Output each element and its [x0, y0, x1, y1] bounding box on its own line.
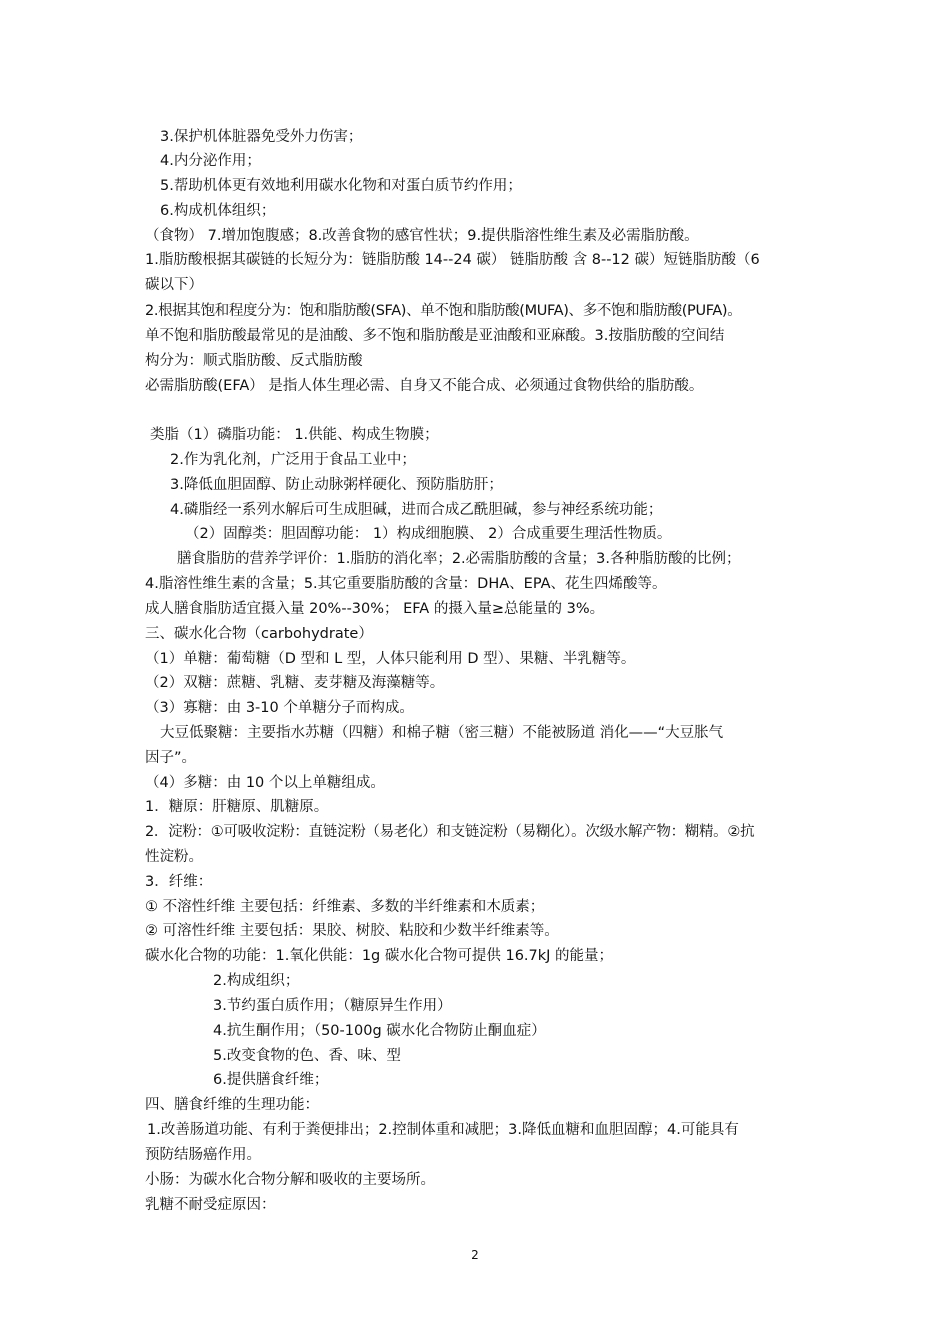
text-line: 大豆低聚糖：主要指水苏糖（四糖）和棉子糖（密三糖）不能被肠道 消化——“大豆胀气 [160, 725, 724, 741]
section-heading: 三、碳水化合物（carbohydrate） [145, 626, 373, 642]
text-line: 5.帮助机体更有效地利用碳水化物和对蛋白质节约作用； [160, 178, 522, 194]
text-line: 性淀粉。 [145, 849, 203, 865]
text-line: 1.脂肪酸根据其碳链的长短分为：链脂肪酸 14--24 碳） 链脂肪酸 含 8--12 碳）短链脂肪酸（6 [145, 252, 760, 268]
text-line: 2．淀粉：①可吸收淀粉：直链淀粉（易老化）和支链淀粉（易糊化）。次级水解产物：糊精。②抗 [145, 824, 755, 840]
text-line: 因子”。 [145, 750, 197, 766]
text-line: 4.脂溶性维生素的含量；5.其它重要脂肪酸的含量：DHA、EPA、花生四烯酸等。 [145, 576, 667, 592]
text-line: 碳以下） [145, 277, 203, 293]
text-line: 构分为：顺式脂肪酸、反式脂肪酸 [145, 353, 363, 369]
text-line: 3.节约蛋白质作用；（糖原异生作用） [213, 998, 452, 1014]
page-number: 2 [471, 1248, 479, 1262]
text-line: 3.降低血胆固醇、防止动脉粥样硬化、预防脂肪肝； [170, 477, 503, 493]
text-line: （4）多糖：由 10 个以上单糖组成。 [145, 775, 385, 791]
text-line: 4.磷脂经一系列水解后可生成胆碱，进而合成乙酰胆碱，参与神经系统功能； [170, 502, 663, 518]
text-line: ① 不溶性纤维 主要包括：纤维素、多数的半纤维素和木质素； [145, 899, 545, 915]
text-line: 1．糖原：肝糖原、肌糖原。 [145, 799, 329, 815]
text-line: 乳糖不耐受症原因： [145, 1197, 276, 1213]
text-line: 类脂（1）磷脂功能： 1.供能、构成生物膜； [150, 427, 439, 443]
text-line: 成人膳食脂肪适宜摄入量 20%--30%； EFA 的摄入量≥总能量的 3%。 [145, 601, 605, 617]
text-line: （2）固醇类：胆固醇功能： 1）构成细胞膜、 2）合成重要生理活性物质。 [185, 526, 672, 542]
text-line: 小肠：为碳水化合物分解和吸收的主要场所。 [145, 1172, 435, 1188]
text-line: 2.作为乳化剂，广泛用于食品工业中； [170, 452, 416, 468]
text-line: （3）寡糖：由 3-10 个单糖分子而构成。 [145, 700, 414, 716]
text-line: （1）单糖：葡萄糖（D 型和 L 型，人体只能利用 D 型）、果糖、半乳糖等。 [145, 651, 636, 667]
text-line: 预防结肠癌作用。 [145, 1147, 261, 1163]
text-line: ② 可溶性纤维 主要包括：果胶、树胶、粘胶和少数半纤维素等。 [145, 923, 559, 939]
text-line: 膳食脂肪的营养学评价：1.脂肪的消化率；2.必需脂肪酸的含量；3.各种脂肪酸的比例； [177, 551, 741, 567]
text-line: 碳水化合物的功能：1.氧化供能：1g 碳水化合物可提供 16.7kJ 的能量； [145, 948, 614, 964]
text-line: 4.内分泌作用； [160, 153, 261, 169]
text-line: 6.提供膳食纤维； [213, 1072, 329, 1088]
text-line: 6.构成机体组织； [160, 203, 276, 219]
text-line: 单不饱和脂肪酸最常见的是油酸、多不饱和脂肪酸是亚油酸和亚麻酸。3.按脂肪酸的空间结 [145, 328, 725, 344]
text-line: 5.改变食物的色、香、味、型 [213, 1048, 401, 1064]
text-line: 2.构成组织； [213, 973, 300, 989]
text-line: 3．纤维： [145, 874, 213, 890]
section-heading: 四、膳食纤维的生理功能： [145, 1097, 319, 1113]
text-line: 4.抗生酮作用；（50-100g 碳水化合物防止酮血症） [213, 1023, 546, 1039]
text-line: 2.根据其饱和程度分为：饱和脂肪酸(SFA)、单不饱和脂肪酸(MUFA)、多不饱和脂肪酸(PUFA)。 [145, 303, 742, 319]
text-line: （食物） 7.增加饱腹感；8.改善食物的感官性状；9.提供脂溶性维生素及必需脂肪酸。 [145, 228, 699, 244]
text-line: （2）双糖：蔗糖、乳糖、麦芽糖及海藻糖等。 [145, 675, 445, 691]
text-line: 1.改善肠道功能、有利于粪便排出；2.控制体重和减肥；3.降低血糖和血胆固醇；4.可能具有 [147, 1122, 739, 1138]
text-line: 3.保护机体脏器免受外力伤害； [160, 129, 363, 145]
text-line: 必需脂肪酸(EFA） 是指人体生理必需、自身又不能合成、必须通过食物供给的脂肪酸。 [145, 378, 704, 394]
